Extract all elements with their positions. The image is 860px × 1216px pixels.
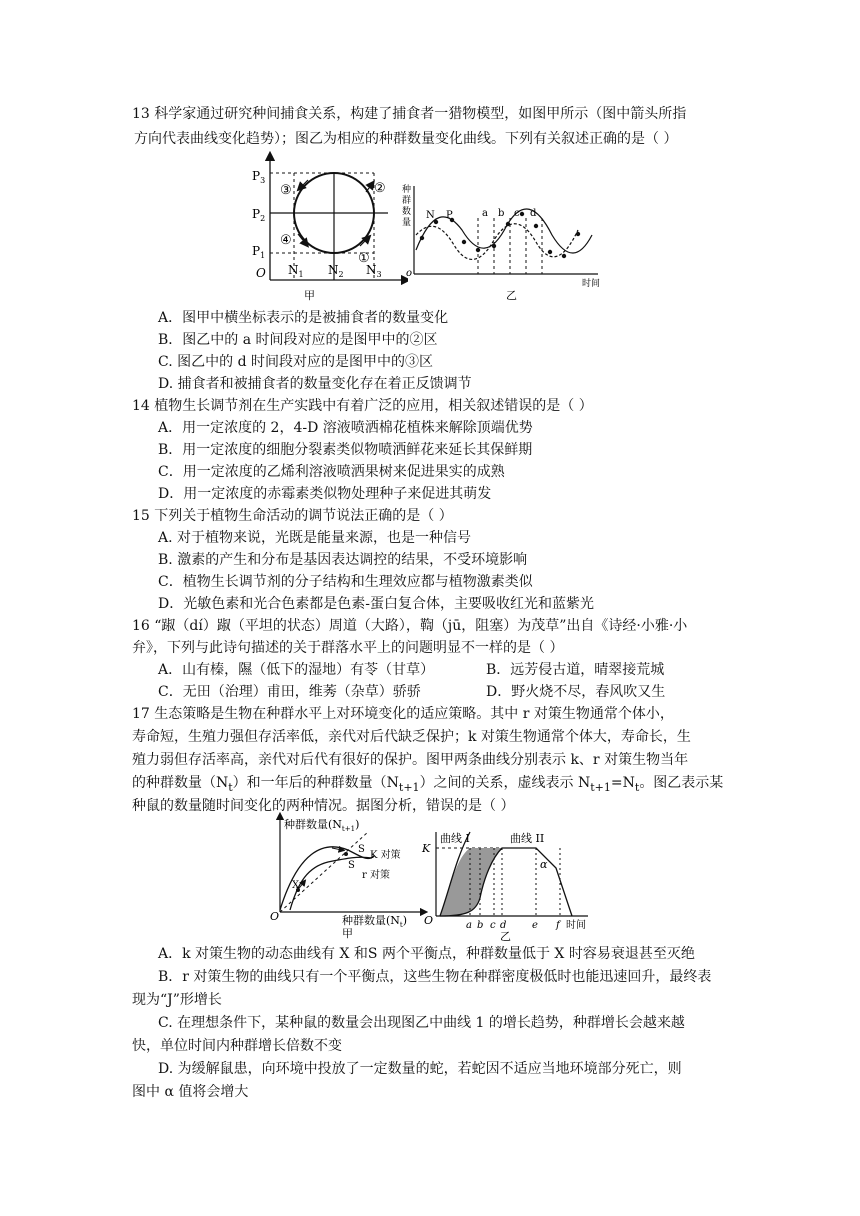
q13-jia-region-3: ③ (280, 183, 292, 198)
q13-yi-ylabel-3: 数 (402, 207, 412, 217)
q16-option-c: C．无田（治理）甫田，维莠（杂草）骄骄 (158, 684, 421, 700)
q14-option-a: A．用一定浓度的 2，4-D 溶液喷洒棉花植株来解除顶端优势 (158, 420, 533, 436)
q15-stem: 15 下列关于植物生命活动的调节说法正确的是（ ） (132, 508, 453, 524)
q15-option-b: B. 激素的产生和分布是基因表达调控的结果，不受环境影响 (158, 552, 528, 568)
q17-jia-caption: 甲 (342, 927, 353, 940)
q17-yi-tick-c: c (490, 920, 496, 931)
q13-jia-x-label-n2: $N_2$ (328, 263, 344, 279)
q13-jia-x-label-n1: $N_1$ (288, 263, 304, 279)
q17-yi-tick-f: f (556, 920, 560, 931)
q17-yi-xlabel: 时间 (566, 920, 586, 931)
q17-jia-curve-k: K 对策 (370, 850, 401, 861)
q17-option-b-line1: B．r 对策生物的曲线只有一个平衡点，这些生物在种群密度极低时也能迅速回升，最终表 (158, 969, 712, 985)
q13-jia-x-label-n3: $N_3$ (366, 263, 382, 279)
q13-jia-y-label-p1: $P_1$ (252, 244, 266, 260)
q13-yi-xlabel: 时间 (582, 279, 601, 289)
q13-jia-region-4: ④ (280, 233, 292, 248)
q13-yi-ylabel-1: 种 (402, 185, 412, 195)
q13-yi-origin: o (406, 268, 413, 279)
q13-stem-line1: 13 科学家通过研究种间捕食关系，构建了捕食者一猎物模型，如图甲所示（图中箭头所指 (132, 106, 687, 122)
q13-option-a: A．图甲中横坐标表示的是被捕食者的数量变化 (158, 310, 449, 326)
q13-yi-caption: 乙 (506, 289, 517, 302)
q17-option-d-line1: D. 为缓解鼠患，向环境中投放了一定数量的蛇，若蛇因不适应当地环境部分死亡，则 (158, 1061, 682, 1077)
q17-option-c-line1: C. 在理想条件下，某种鼠的数量会出现图乙中曲线 1 的增长趋势，种群增长会越来越 (158, 1015, 685, 1031)
q14-option-b: B．用一定浓度的细胞分裂素类似物喷洒鲜花来延长其保鲜期 (158, 442, 533, 458)
q17-yi-curve1-label: 曲线 I (440, 832, 470, 845)
q17-figure-jia (268, 812, 428, 942)
q13-yi-interval-b: b (498, 208, 505, 219)
q13-yi-interval-a: a (482, 208, 488, 219)
q13-stem-line2: 方向代表曲线变化趋势）；图乙为相应的种群数量变化曲线。下列有关叙述正确的是（ ） (134, 131, 678, 147)
q13-option-c: C. 图乙中的 d 时间段对应的是图甲中的③区 (158, 354, 433, 370)
q17-yi-caption: 乙 (500, 930, 511, 942)
q13-yi-ylabel-4: 量 (402, 218, 412, 228)
q17-option-c-line2: 快，单位时间内种群增长倍数不变 (132, 1038, 342, 1054)
q17-stem-line3: 殖力弱但存活率高，亲代对后代有很好的保护。图甲两条曲线分别表示 k、r 对策生物当年 (132, 752, 689, 768)
q17-jia-origin: O (270, 910, 280, 923)
q13-figure-jia (248, 150, 408, 302)
q16-stem-line2: 弁》，下列与此诗句描述的关于群落水平上的问题明显不一样的是（ ） (132, 640, 564, 656)
q13-jia-region-1: ① (358, 251, 370, 266)
q17-yi-tick-b: b (477, 920, 484, 931)
q17-yi-tick-a: a (466, 920, 472, 931)
q13-yi-series-n: N (426, 210, 435, 221)
q15-option-d: D．光敏色素和光合色素都是色素-蛋白复合体，主要吸收红光和蓝紫光 (158, 596, 594, 612)
q16-option-b: B．远芳侵古道，晴翠接荒城 (486, 662, 665, 678)
q13-yi-interval-d: d (530, 208, 537, 219)
q17-jia-xlabel: 种群数量$(N_t)$ (342, 914, 408, 929)
q14-stem: 14 植物生长调节剂在生产实践中有着广泛的应用，相关叙述错误的是（ ） (132, 398, 593, 414)
q13-jia-y-label-p3: $P_3$ (252, 169, 266, 185)
q15-option-a: A. 对于植物来说，光既是能量来源，也是一种信号 (158, 530, 472, 546)
q17-option-d-line2: 图中 α 值将会增大 (132, 1084, 249, 1100)
q13-jia-origin: O (256, 266, 266, 280)
q17-stem-line2: 寿命短，生殖力强但存活率低，亲代对后代缺乏保护；k 对策生物通常个体大，寿命长，生 (132, 729, 691, 745)
q17-yi-tick-d: d (500, 920, 507, 931)
q17-jia-curve-r: r 对策 (362, 870, 390, 881)
q13-jia-region-2: ② (374, 181, 386, 196)
q17-stem-line1: 17 生态策略是生物在种群水平上对环境变化的适应策略。其中 r 对策生物通常个体小， (132, 706, 674, 722)
q13-yi-ylabel-2: 群 (402, 196, 412, 206)
q16-option-d: D．野火烧不尽，春风吹又生 (486, 684, 666, 700)
q17-stem-line4: 的种群数量$(N_t)$和一年后的种群数量$(N_{t+1})$之间的关系，虚线表示 $N_{t+1}=N_t$。图乙表示某 (132, 775, 724, 794)
q15-option-c: C．植物生长调节剂的分子结构和生理效应都与植物激素类似 (158, 574, 533, 590)
q16-stem-line1: 16 “踧（dí）踧（平坦的状态）周道（大路），鞫（jū，阻塞）为茂草”出自《诗经·小雅·小 (132, 618, 688, 634)
q14-option-d: D．用一定浓度的赤霉素类似物处理种子来促进其萌发 (158, 486, 492, 502)
q17-yi-curve2-label: 曲线 II (510, 832, 545, 845)
q13-jia-y-label-p2: $P_2$ (252, 207, 266, 223)
q17-stem-line5: 种鼠的数量随时间变化的两种情况。据图分析，错误的是（ ） (132, 798, 515, 814)
q17-option-b-line2: 现为“J”形增长 (132, 992, 222, 1008)
q17-jia-ylabel: 种群数量$(N_{t+1})$ (284, 818, 360, 833)
q13-option-d: D. 捕食者和被捕食者的数量变化存在着正反馈调节 (158, 376, 472, 392)
q14-option-c: C．用一定浓度的乙烯利溶液喷洒果树来促进果实的成熟 (158, 464, 505, 480)
q13-option-b: B．图乙中的 a 时间段对应的是图甲中的②区 (158, 332, 438, 348)
q17-jia-point-s-upper: S (358, 844, 365, 855)
q17-yi-origin: O (424, 914, 434, 927)
q17-figure-yi (420, 828, 596, 942)
q17-jia-point-x: X (292, 880, 300, 891)
q17-option-a: A．k 对策生物的动态曲线有 X 和S 两个平衡点，种群数量低于 X 时容易衰退甚至灭绝 (158, 946, 695, 962)
q17-yi-alpha: α (540, 858, 548, 871)
q17-yi-k-label: K (422, 842, 431, 855)
q13-jia-caption: 甲 (304, 289, 315, 302)
q16-option-a: A．山有榛，隰（低下的湿地）有苓（甘草） (158, 662, 435, 678)
q13-figure-yi (402, 180, 612, 302)
q17-yi-tick-e: e (532, 920, 538, 931)
q13-yi-interval-c: c (514, 208, 520, 219)
q17-jia-point-s-lower: S (348, 860, 355, 871)
q13-yi-series-p: P (446, 210, 453, 221)
